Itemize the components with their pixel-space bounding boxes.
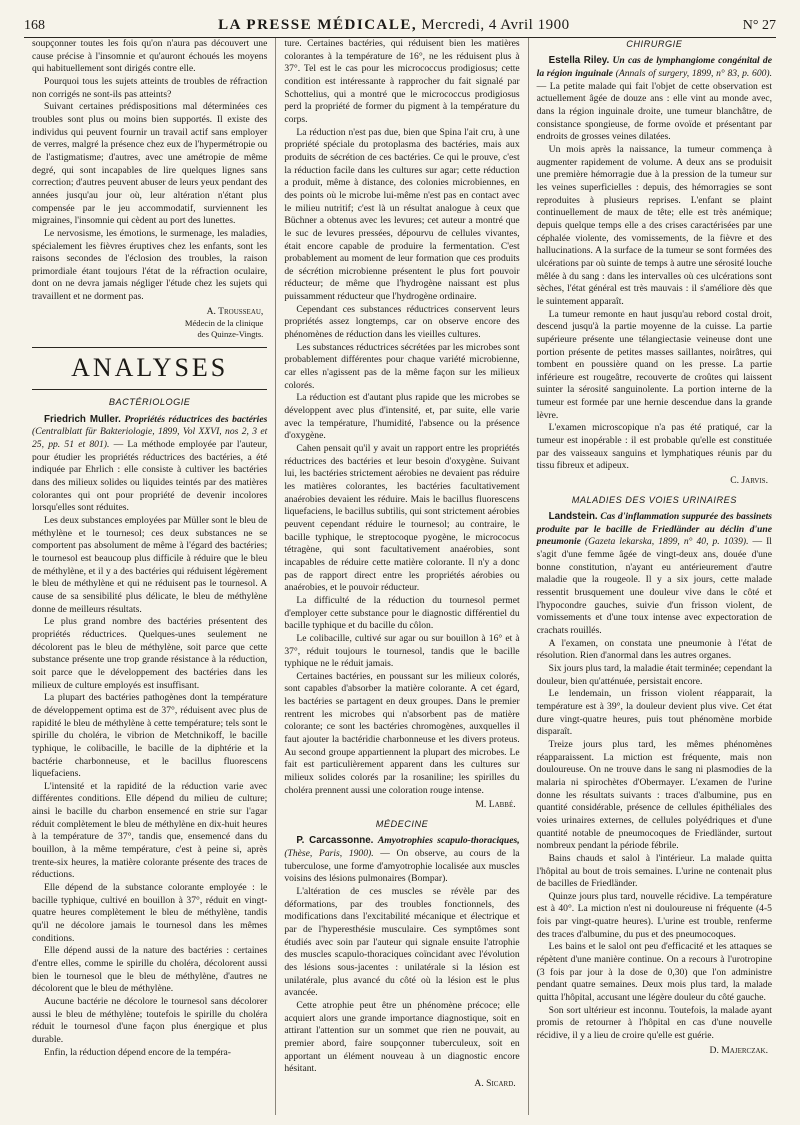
abstract-author: Landstein. xyxy=(548,510,598,522)
paragraph: Un mois après la naissance, la tumeur commença à augmenter rapidement de volume. A deux ans se produisit une première hémorragie due à la pression de la tumeur sur les veines superficielles : depuis, des hémorragies se sont reproduites à plusieurs reprises. L'enfant se plaint continuellement de maux de tête; elle est très anémique; depuis quelque temps elle a des crises caractérisées par une céphalée violente, des vomissements, de la fièvre et des hallucinations. A la surface de la tumeur se sont formées des ulcérations par où suinte de temps à autre une sérosité louche mêlée à du sang : dans les intervalles où ces ulcérations sont sèches, l'état général est très mauvais : il s'améliore dès que le suintement apparaît. xyxy=(536,144,772,307)
paragraph: Elle dépend de la substance colorante employée : le bacille typhique, cultivé en bouillon à 37°, réduit en vingt-quatre heures complètement le bleu de méthylène, tandis qu'il ne décolore jamais le tournesol dans les mêmes conditions. xyxy=(32,882,268,944)
paragraph: L'examen microscopique n'a pas été pratiqué, car la tumeur est inopérable : il est probable qu'elle est constituée par des vaisseaux sanguins et lymphatiques réunis par du tissu fibreux et adipeux. xyxy=(536,422,772,472)
column-1 xyxy=(24,38,275,1115)
abstract-reference: (Thèse, Paris, 1900). xyxy=(284,848,374,860)
abstract-reference: (Gazeta lekarska, 1899, n° 40, p. 1039). xyxy=(584,536,749,548)
column-2 xyxy=(275,38,527,1115)
author-signature: A. Trousseau, xyxy=(206,305,264,317)
abstract-text: — La méthode employée par l'auteur, pour étudier les propriétés réductrices des bactéries, a été indiquée par Ehrlich : elle consiste à cultiver les bactéries dans des milieux solides ou liquides teintés par des matières colorantes qui ont pour propriété de devenir incolores lorsqu'elles sont réduites. xyxy=(32,439,268,514)
paragraph: Suivant certaines prédispositions mal déterminées ces troubles sont plus ou moins bien supportés. Il existe des individus qui peuvent fournir un travail actif sans employer de verres, malgré la présence chez eux de l'hypermétropie ou de l'astigmatisme; d'autres, avec une amétropie de même degré, qui sont incapables de lire quelques lignes sans correction; d'autres peuvent abuser de leurs yeux pendant des années jusqu'au jour où, leur altération n'étant plus compensée par le jeu accommodatif, surviennent les migraines, l'insomnie qui cèdent au port des lunettes. xyxy=(32,101,268,227)
journal-masthead xyxy=(218,17,569,34)
paragraph: La réduction n'est pas due, bien que Spina l'ait cru, à une propriété spéciale du protoplasma des bactéries, mais aux produits de sécrétion de ces bactéries. Ce qui le prouve, c'est la réduction facile dans les cultures sur agar; cette réduction a produit, même à distance, des colonies microbiennes, en des points où le microbe lui-même n'est pas en contact avec le milieu nutritif; c'est là un résultat analogue à ceux que Büchner a obtenus avec les levures; cet auteur a montré que le suc de levures pressées, dépourvu de cellules vivantes, était encore capable de produire la fermentation. C'est probablement au moment de leur formation que ces produits de sécrétion microbienne présentent le plus fort pouvoir réducteur; de même que l'hydrogène naissant est plus puissamment réducteur que l'hydrogène ordinaire. xyxy=(284,126,520,303)
paragraph: Les deux substances employées par Müller sont le bleu de méthylène et le tournesol; ces deux substances ne se comportent pas absolument de même à l'égard des bactéries; le tournesol est beaucoup plus difficile à réduire que le bleu de méthylène, et il y a des bactéries qui réduisent légèrement le bleu de méthylène et qui ne réduisent pas le tournesol. A cause de sa sensibilité plus délicate, le bleu de méthylène donne de meilleurs résultats. xyxy=(32,515,268,615)
paragraph: ture. Certaines bactéries, qui réduisent bien les matières colorantes à la température de 16°, ne les réduisent plus à 37°. Tel est le cas pour les micrococcus prodigiosus; cette condition est intéressante à rapprocher du fait signalé par Schottelius, qui a montré que le micrococcus prodigiosus perd la propriété de former du pigment à la température du corps. xyxy=(284,38,520,125)
paragraph: Enfin, la réduction dépend encore de la tempéra- xyxy=(44,1046,231,1058)
abstract-title: Un cas de lymphangiome congénital de la région inguinale xyxy=(536,55,772,80)
author-affiliation: des Quinze-Vingts. xyxy=(197,328,264,339)
abstract-author: Friedrich Muller. xyxy=(44,413,121,425)
abstract-title: Cas d'inflammation suppurée des bassinets produite par le bacille de Friedländer au déclin d'une pneumonie xyxy=(536,510,772,548)
paragraph: Les substances réductrices sécrétées par les microbes sont probablement différentes pour chaque variété microbienne, car elles n'agissent pas de la même façon sur les milieux colorés. xyxy=(284,341,520,391)
analyses-heading: ANALYSES xyxy=(71,353,229,383)
paragraph: Aucune bactérie ne décolore le tournesol sans décolorer aussi le bleu de méthylène; toutefois le spirille du choléra réduit le tournesol d'une façon plus énergique et plus durable. xyxy=(32,995,268,1045)
paragraph: Le colibacille, cultivé sur agar ou sur bouillon à 16° et à 37°, réduit toujours le tournesol, tandis que le bacille typhique ne le réduit jamais. xyxy=(284,632,520,670)
abstract-intro xyxy=(32,414,267,516)
issue-date: Mercredi, 4 Avril 1900 xyxy=(421,17,570,33)
abstract-intro xyxy=(284,835,519,886)
paragraph: Bains chauds et salol à l'intérieur. La malade quitta l'hôpital au bout de trois semaines. L'urine ne contenait plus de bacilles de Friedländer. xyxy=(536,852,772,890)
paragraph: Pourquoi tous les sujets atteints de troubles de réfraction non corrigés ne sont-ils pas atteints? xyxy=(32,75,268,100)
paragraph: Cahen pensait qu'il y avait un rapport entre les propriétés réductrices des bactéries et leur besoin d'oxygène. Suivant lui, les bactéries strictement aérobies ne devaient pas réduire les matières colorantes, les bactéries facultativement anaérobies devaient les réduire. Mais le bacillus fluorescens liquefaciens, le bacillus subtilis, qui sont strictement aérobies peuvent cependant réduire le tournesol; au contraire, le bacille typhique, le streptocoque pyogène, le micrococus tétragène, qui sont facultativement anaérobies, sont incapables de réduire cette matière colorante. Il n'y a donc pas de rapport direct entre les propriétés aérobies ou anaérobies, et le pouvoir réducteur. xyxy=(284,443,520,594)
author-affiliation: Médecin de la clinique xyxy=(184,318,264,329)
section-heading-chirurgie: CHIRURGIE xyxy=(626,39,683,49)
column-3 xyxy=(528,38,780,1115)
paragraph: Le plus grand nombre des bactéries présentent des propriétés réductrices. Quelques-unes seulement ne décolorent pas le bleu de méthylène, soit parce que cette substance présente une trop grande résistance à la réduction, soit parce que le développement des bactéries dans les milieux de culture employés est insuffisant. xyxy=(32,616,268,691)
abstract-reference: (Centralblatt für Bakteriologie, 1899, Vol XXVI, nos 2, 3 et 25, pp. 51 et 801). xyxy=(32,426,268,451)
paragraph: Le nervosisme, les émotions, le surmenage, les maladies, spécialement les fièvres éruptives chez les enfants, sont les raisons secondes de l'éclosion des troubles, la raison primordiale étant toujours l'état de la réfraction oculaire, dont on ne devra jamais négliger l'étude chez les sujets qui travaillent et ne dorment pas. xyxy=(32,227,268,303)
paragraph: Elle dépend aussi de la nature des bactéries : certaines d'entre elles, comme le spirille du choléra, décolorent aussi bien le tournesol que le bleu de méthylène, d'autres ne décolorent que le bleu de méthylène. xyxy=(32,945,268,995)
abstract-intro xyxy=(537,511,772,638)
section-heading-voies-urinaires: MALADIES DES VOIES URINAIRES xyxy=(571,494,737,505)
paragraph: La réduction est d'autant plus rapide que les microbes se développent avec plus d'intensité, et, par suite, elle varie avec la température, l'humidité, l'absence ou la présence d'oxygène. xyxy=(284,392,520,442)
page-header xyxy=(24,10,776,38)
section-heading-medecine: MÉDECINE xyxy=(375,819,429,830)
paragraph: La tumeur remonte en haut jusqu'au rebord costal droit, descend jusqu'à la partie moyenne de la cuisse. La partie supérieure présente une télangiectasie veineuse dont une portion présente de petites masses saillantes, noirâtres, qui tombent en poussière quand on les presse. La partie inférieure est rougeâtre, recouverte de croûtes qui laissent suinter la sérosité sanguinolente. La portion interne de la tumeur est formée par une hernie descendue dans la grande lèvre. xyxy=(536,308,772,421)
journal-title: LA PRESSE MÉDICALE, xyxy=(218,17,418,33)
abstract-intro xyxy=(537,55,772,144)
page-number: 168 xyxy=(24,18,45,33)
author-signature: A. Sicard. xyxy=(474,1077,516,1089)
paragraph: Treize jours plus tard, les mêmes phénomènes réapparaissent. La miction est fréquente, mais non douloureuse. On ne trouve dans le sang ni plasmodies de la malaria ni spirochètes d'Obermayer. L'examen de l'urine donne les résultats suivants : traces d'albumine, pus en quantité considérable, présence de cellules épithéliales des voies urinaires externes, de cellules polyédriques et d'une quantité notable de pneumocoques de Friedländer, surtout nombreux pendant la période fébrile. xyxy=(536,738,772,852)
section-heading-bacteriologie: BACTÉRIOLOGIE xyxy=(108,397,191,408)
abstract-author: P. Carcassonne. xyxy=(296,835,374,847)
abstract-text: — Il s'agit d'une femme âgée de vingt-deux ans, douée d'une bonne constitution, n'ayant eu antérieurement d'autre maladie que la rougeole. Il y a six jours, cette malade ressentit brusquement une douleur vive dans le côté et l'hypocondre gauches, suivie d'un frisson violent, de vomissements et d'une toux intense avec expectoration de crachats rouillés. xyxy=(536,536,772,637)
paragraph: L'intensité et la rapidité de la réduction varie avec différentes conditions. Elle dépend du milieu de culture; ainsi le bacille du charbon ensemencé en strie sur l'agar réduit complètement le bleu de méthylène en dix-huit heures à la température de 37°, tandis que, ensemencé dans du bouillon, à la même température, c'est à peine si, après trente-six heures, la matière colorante présente des traces de réductions. xyxy=(32,780,268,881)
section-rule xyxy=(32,347,267,348)
abstract-title: Amyotrophies scapulo-thoraciques, xyxy=(377,835,520,847)
paragraph: Certaines bactéries, en poussant sur les milieux colorés, sont capables d'absorber la matière colorante. A cet égard, les bactéries se partagent en deux groupes. Dans le premier rentrent les microbes qui n'absorbent pas de matière colorante; ce sont les bactéries chromogènes, auxquelles il faut ajouter la bactéridie charbonneuse et les divers proteus. Au second groupe appartiennent la plupart des microbes. Le fait est particulièrement apparent dans les cultures sur milieux solides colorés par la rosaniline; les spirilles du choléra prennent aussi une coloration rouge intense. xyxy=(284,670,520,796)
author-signature: D. Majerczak. xyxy=(709,1044,768,1056)
abstract-title: Propriétés réductrices des bactéries xyxy=(124,413,268,425)
abstract-reference: (Annals of surgery, 1899, n° 83, p. 600). xyxy=(615,68,773,80)
paragraph: Quinze jours plus tard, nouvelle récidive. La température est à 40°. La miction n'est ni douloureuse ni fréquente (4-5 fois par vingt-quatre heures). L'urine est trouble, renferme des traces d'albumine, du pus et des pneumocoques. xyxy=(536,890,772,940)
paragraph: La difficulté de la réduction du tournesol permet d'employer cette substance pour le diagnostic différentiel du bacille typhique et du bacille du côlon. xyxy=(284,594,520,632)
paragraph: A l'examen, on constata une pneumonie à l'état de résolution. Rien d'anormal dans les autres organes. xyxy=(536,637,772,662)
paragraph: Le lendemain, un frisson violent réapparait, la température est à 39°, la douleur devient plus vive. Cet état dure vingt-quatre heures, puis tout phénomène morbide disparaît. xyxy=(536,688,772,738)
abstract-text: — On observe, au cours de la tuberculose, une forme d'amyotrophie localisée aux muscles voisins des lésions pulmonaires (Bompar). xyxy=(284,848,520,885)
abstract-text: — La petite malade qui fait l'objet de cette observation est actuellement âgée de douze ans : elle vint au monde avec, dans la région inguinale droite, une tumeur blanchâtre, de consistance spongieuse, de forme ovoïde et présentant par endroits de grosses veines dilatées. xyxy=(536,80,772,143)
author-signature: M. Labbé. xyxy=(475,799,516,811)
paragraph: Cependant ces substances réductrices conservent leurs propriétés assez longtemps, car on observe encore des phénomènes de réduction dans les vieilles cultures. xyxy=(284,303,520,341)
paragraph: Les bains et le salol ont peu d'efficacité et les attaques se répètent d'une manière continue. On a recours à l'urotropine (3 fois par jour à la dose de 0,30) que l'on administre pendant quatre semaines. Deux mois plus tard, la malade quitta l'hôpital, accusant une légère douleur du côté gauche. xyxy=(536,941,772,1004)
abstract-author: Estella Riley. xyxy=(548,55,610,67)
paragraph: La plupart des bactéries pathogènes dont la température de développement optima est de 37°, réduisent avec plus de rapidité le bleu de méthylène à cette température; tels sont le spirille du choléra, le vibrion de Metchnikoff, le bacille typhique, le colibacille, le bacille de la diphtérie et la bactérie charbonneuse, et le bacillus fluorescens liquefaciens. xyxy=(32,692,268,780)
paragraph: Six jours plus tard, la maladie était terminée; cependant la douleur, bien qu'atténuée, persistait encore. xyxy=(536,663,772,687)
section-rule xyxy=(32,389,267,390)
paragraph: Cette atrophie peut être un phénomène précoce; elle acquiert alors une grande importance diagnostique, soit en attirant l'attention sur un sommet que rien ne pouvait, au premier abord, faire soupçonner tuberculeux, soit en apportant un élément nouveau à un diagnostic encore hésitant. xyxy=(284,999,520,1075)
paragraph: soupçonner toutes les fois qu'on n'aura pas découvert une cause précise à l'insomnie et qu'auront échoués les moyens qui habituellement sont dirigés contre elle. xyxy=(32,38,268,75)
paragraph: L'altération de ces muscles se révèle par des déformations, par des troubles fonctionnels, des modifications dans l'excitabilité mécanique et électrique et par de l'hyperesthésie musculaire. Ces symptômes sont étudiés avec soin par l'auteur qui signale ensuite l'atrophie des muscles scapulo-thoraciques coïncidant avec l'évolution des lésions sous-jacentes : unilatérale si la lésion est unilatérale, plus avancé du côté où la lésion est le plus avancée. xyxy=(284,886,520,999)
paragraph: Son sort ultérieur est inconnu. Toutefois, la malade ayant promis de retourner à l'hôpital en cas d'une nouvelle récidive, il y a lieu de croire qu'elle est guérie. xyxy=(536,1004,772,1042)
author-signature: C. Jarvis. xyxy=(730,475,768,487)
issue-number: N° 27 xyxy=(742,18,776,33)
article-columns xyxy=(24,38,780,1115)
